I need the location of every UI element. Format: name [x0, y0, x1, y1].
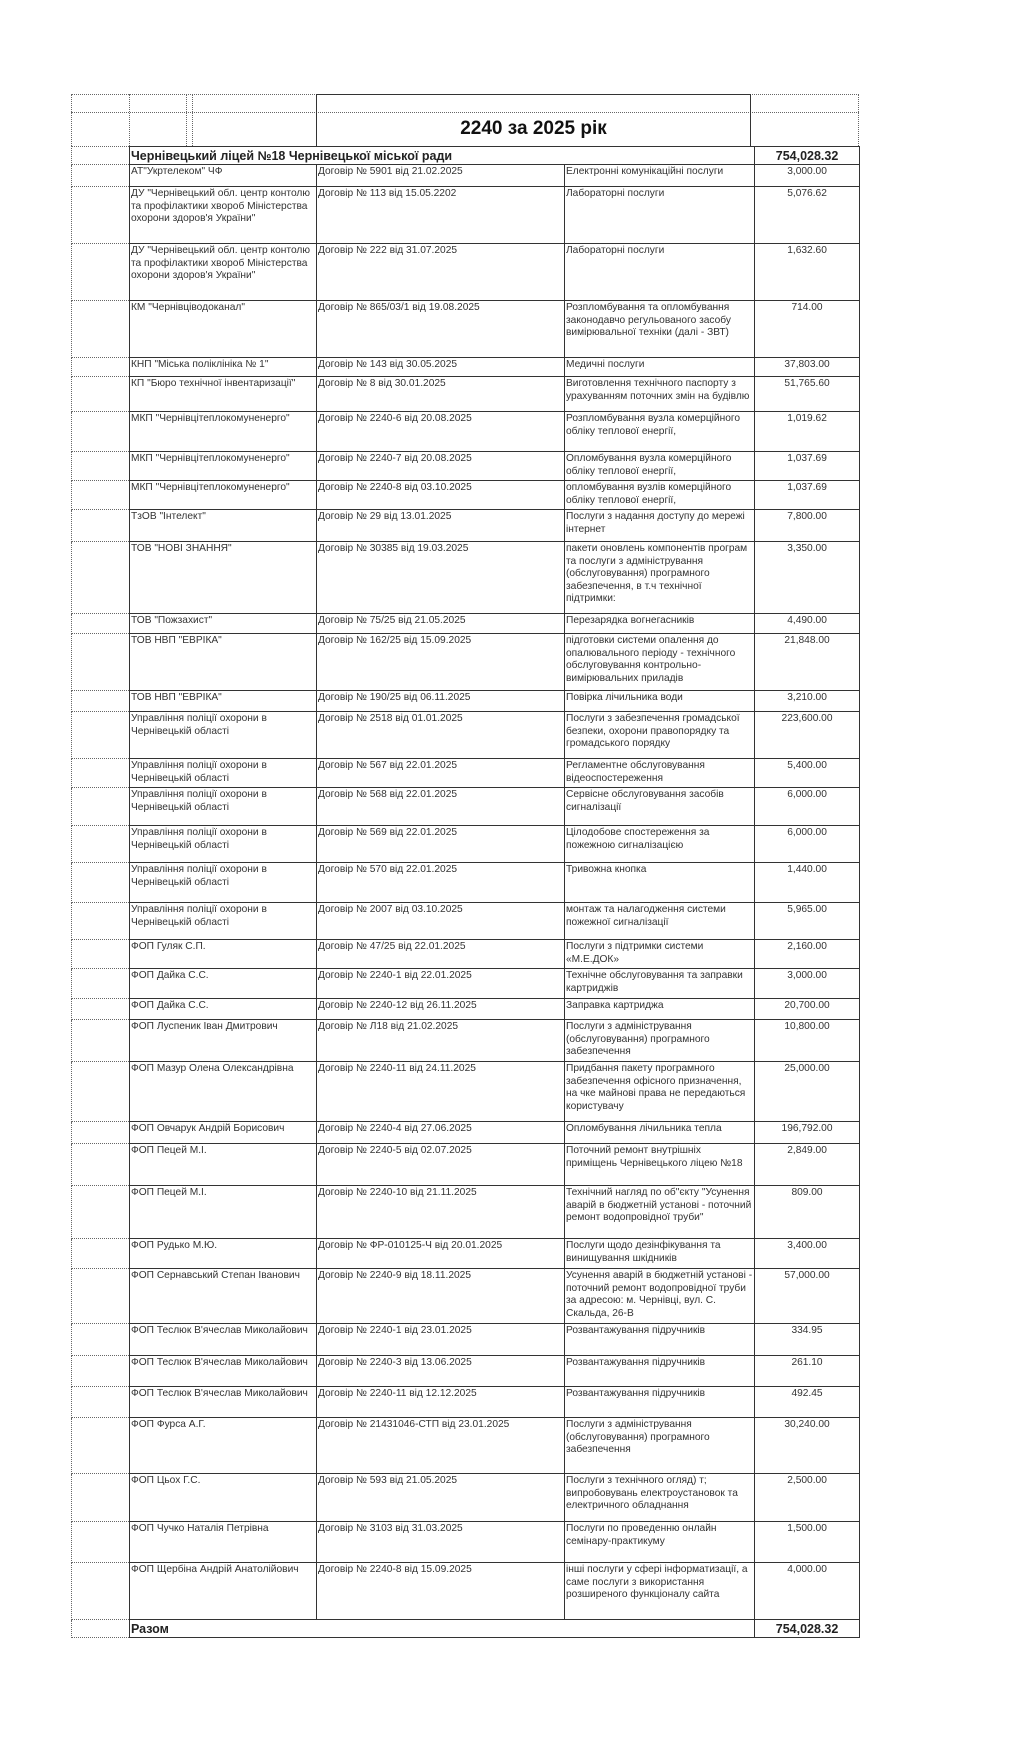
row-spacer-cell	[72, 187, 130, 244]
row-spacer-cell	[72, 412, 130, 452]
contract-cell: Договір № 2240-8 від 15.09.2025	[317, 1563, 565, 1620]
contract-cell: Договір № 2240-8 від 03.10.2025	[317, 481, 565, 510]
service-cell: Послуги з адміністрування (обслуговування) програмного забезпечення	[565, 1418, 755, 1474]
table-row	[72, 712, 860, 759]
row-spacer-cell	[72, 542, 130, 614]
service-cell: Розпломбування вузла комерційного обліку теплової енергії,	[565, 412, 755, 452]
table-row	[72, 412, 860, 452]
row-spacer-cell	[72, 1563, 130, 1620]
table-row	[72, 1474, 860, 1522]
service-cell: Лабораторні послуги	[565, 244, 755, 301]
table-row	[72, 903, 860, 940]
contractor-cell: ФОП Цьох Г.С.	[130, 1474, 317, 1522]
organization-row	[72, 147, 860, 165]
table-row	[72, 759, 860, 788]
service-cell: Перезарядка вогнегасників	[565, 614, 755, 634]
contract-cell: Договір № 2240-1 від 23.01.2025	[317, 1324, 565, 1356]
amount-cell: 3,400.00	[755, 1239, 860, 1269]
service-cell: Заправка картриджа	[565, 999, 755, 1020]
total-amount: 754,028.32	[755, 1620, 860, 1638]
table-row	[72, 1020, 860, 1062]
contractor-cell: ТОВ "Пожзахист"	[130, 614, 317, 634]
organization-amount: 754,028.32	[755, 147, 860, 165]
row-spacer-cell	[72, 634, 130, 691]
amount-cell: 261.10	[755, 1356, 860, 1387]
service-cell: Послуги з надання доступу до мережі інтернет	[565, 510, 755, 542]
amount-cell: 21,848.00	[755, 634, 860, 691]
contractor-cell: Управління поліції охорони в Чернівецькій області	[130, 903, 317, 940]
row-spacer-cell	[72, 301, 130, 358]
contractor-cell: ФОП Гуляк С.П.	[130, 940, 317, 969]
total-label: Разом	[130, 1620, 755, 1638]
amount-cell: 1,632.60	[755, 244, 860, 301]
amount-cell: 37,803.00	[755, 358, 860, 377]
amount-cell: 10,800.00	[755, 1020, 860, 1062]
table-row	[72, 1186, 860, 1239]
table-row	[72, 1324, 860, 1356]
contractor-cell: КМ "Чернівціводоканал"	[130, 301, 317, 358]
table-row	[72, 1269, 860, 1324]
contractor-cell: Управління поліції охорони в Чернівецькій області	[130, 759, 317, 788]
contract-cell: Договір № 29 від 13.01.2025	[317, 510, 565, 542]
organization-name: Чернівецький ліцей №18 Чернівецької міської ради	[130, 147, 755, 165]
contract-cell: Договір № 30385 від 19.03.2025	[317, 542, 565, 614]
service-cell: Сервісне обслуговування засобів сигналізації	[565, 788, 755, 826]
service-cell: Електронні комунікаційні послуги	[565, 165, 755, 187]
service-cell: Повірка лічильника води	[565, 691, 755, 712]
contractor-cell: Управління поліції охорони в Чернівецькій області	[130, 788, 317, 826]
row-spacer-cell	[72, 1186, 130, 1239]
service-cell: Поточний ремонт внутрішніх приміщень Чернівецького ліцею №18	[565, 1144, 755, 1186]
row-spacer-cell	[72, 481, 130, 510]
service-cell: Медичні послуги	[565, 358, 755, 377]
row-spacer-cell	[72, 691, 130, 712]
contract-cell: Договір № 569 від 22.01.2025	[317, 826, 565, 863]
table-row	[72, 634, 860, 691]
row-spacer-cell	[72, 377, 130, 412]
table-row	[72, 165, 860, 187]
contractor-cell: ДУ "Чернівецький обл. центр контолю та профілактики хвороб Міністерства охорони здоров'я України"	[130, 244, 317, 301]
contractor-cell: ФОП Теслюк В'ячеслав Миколайович	[130, 1324, 317, 1356]
amount-cell: 3,350.00	[755, 542, 860, 614]
total-row	[72, 1620, 860, 1638]
contract-cell: Договір № 567 від 22.01.2025	[317, 759, 565, 788]
service-cell: Послуги з технічного огляд) т; випробовувань електроустановок та електричного обладнання	[565, 1474, 755, 1522]
table-row	[72, 1122, 860, 1144]
amount-cell: 6,000.00	[755, 826, 860, 863]
row-spacer-cell	[72, 510, 130, 542]
contract-cell: Договір № 21431046-СТП від 23.01.2025	[317, 1418, 565, 1474]
table-row	[72, 510, 860, 542]
contract-cell: Договір № 113 від 15.05.2202	[317, 187, 565, 244]
service-cell: Технічний нагляд по об"єкту "Усунення аварій в бюджетній установі - поточний ремонт водопровідної труби"	[565, 1186, 755, 1239]
service-cell: Послуги по проведенню онлайн семінару-практикуму	[565, 1522, 755, 1563]
service-cell: Технічне обслуговування та заправки картриджів	[565, 969, 755, 999]
contract-cell: Договір № 568 від 22.01.2025	[317, 788, 565, 826]
row-spacer-cell	[72, 1418, 130, 1474]
contract-cell: Договір № 5901 від 21.02.2025	[317, 165, 565, 187]
row-spacer-cell	[72, 1062, 130, 1122]
contract-cell: Договір № 2240-6 від 20.08.2025	[317, 412, 565, 452]
row-spacer-cell	[72, 712, 130, 759]
amount-cell: 5,400.00	[755, 759, 860, 788]
contract-cell: Договір № 2240-1 від 22.01.2025	[317, 969, 565, 999]
service-cell: Опломбування вузла комерційного обліку теплової енергії,	[565, 452, 755, 481]
row-spacer-cell	[72, 969, 130, 999]
table-row	[72, 301, 860, 358]
table-row	[72, 614, 860, 634]
row-spacer-cell	[72, 614, 130, 634]
table-row	[72, 187, 860, 244]
service-cell: Цілодобове спостереження за пожежною сигналізацією	[565, 826, 755, 863]
service-cell: Опломбування лічильника тепла	[565, 1122, 755, 1144]
table-row	[72, 1522, 860, 1563]
table-row	[72, 244, 860, 301]
contractor-cell: ТОВ НВП "ЕВРІКА"	[130, 691, 317, 712]
amount-cell: 3,210.00	[755, 691, 860, 712]
amount-cell: 51,765.60	[755, 377, 860, 412]
contract-cell: Договір № 2240-7 від 20.08.2025	[317, 452, 565, 481]
amount-cell: 2,849.00	[755, 1144, 860, 1186]
row-spacer-cell	[72, 1324, 130, 1356]
row-spacer-cell	[72, 1474, 130, 1522]
contract-cell: Договір № 593 від 21.05.2025	[317, 1474, 565, 1522]
contractor-cell: ДУ "Чернівецький обл. центр контолю та профілактики хвороб Міністерства охорони здоров'я України"	[130, 187, 317, 244]
contractor-cell: ФОП Пецей М.І.	[130, 1186, 317, 1239]
row-spacer-cell	[72, 1239, 130, 1269]
contract-cell: Договір № 2240-3 від 13.06.2025	[317, 1356, 565, 1387]
contractor-cell: ТзОВ "Інтелект"	[130, 510, 317, 542]
contractor-cell: ФОП Пецей М.І.	[130, 1144, 317, 1186]
table-row	[72, 999, 860, 1020]
contractor-cell: МКП "Чернівцітеплокомуненерго"	[130, 452, 317, 481]
contract-cell: Договір № 2240-11 від 12.12.2025	[317, 1387, 565, 1418]
contractor-cell: МКП "Чернівцітеплокомуненерго"	[130, 412, 317, 452]
contractor-cell: ФОП Теслюк В'ячеслав Миколайович	[130, 1356, 317, 1387]
row-spacer-cell	[72, 863, 130, 903]
contract-cell: Договір № 2240-4 від 27.06.2025	[317, 1122, 565, 1144]
amount-cell: 809.00	[755, 1186, 860, 1239]
service-cell: пакети оновлень компонентів програм та послуги з адміністрування (обслуговування) програмного забезпечення, в т.ч технічної підтримки:	[565, 542, 755, 614]
service-cell: Регламентне обслуговування відеоспостереження	[565, 759, 755, 788]
row-spacer-cell	[72, 1144, 130, 1186]
service-cell: інші послуги у сфері інформатизації, а саме послуги з використання розширеного функціоналу сайта	[565, 1563, 755, 1620]
contractor-cell: ФОП Мазур Олена Олександрівна	[130, 1062, 317, 1122]
table-row	[72, 481, 860, 510]
contractor-cell: Управління поліції охорони в Чернівецькій області	[130, 712, 317, 759]
table-row	[72, 1062, 860, 1122]
contract-cell: Договір № Л18 від 21.02.2025	[317, 1020, 565, 1062]
table-row	[72, 452, 860, 481]
table-row	[72, 1387, 860, 1418]
table-row	[72, 940, 860, 969]
service-cell: Розвантажування підручників	[565, 1324, 755, 1356]
contract-cell: Договір № ФР-010125-Ч від 20.01.2025	[317, 1239, 565, 1269]
row-spacer-cell	[72, 826, 130, 863]
table-row	[72, 1239, 860, 1269]
contractor-cell: ТОВ НВП "ЕВРІКА"	[130, 634, 317, 691]
row-spacer-cell	[72, 999, 130, 1020]
contract-cell: Договір № 2240-5 від 02.07.2025	[317, 1144, 565, 1186]
contractor-cell: ФОП Дайка С.С.	[130, 969, 317, 999]
contract-cell: Договір № 2518 від 01.01.2025	[317, 712, 565, 759]
table-row	[72, 788, 860, 826]
amount-cell: 3,000.00	[755, 165, 860, 187]
contract-cell: Договір № 143 від 30.05.2025	[317, 358, 565, 377]
service-cell: Послуги з адміністрування (обслуговування) програмного забезпечення	[565, 1020, 755, 1062]
service-cell: монтаж та налагодження системи пожежної сигналізації	[565, 903, 755, 940]
row-spacer-cell	[72, 1522, 130, 1563]
amount-cell: 2,500.00	[755, 1474, 860, 1522]
service-cell: Розвантажування підручників	[565, 1356, 755, 1387]
row-spacer-cell	[72, 1122, 130, 1144]
amount-cell: 1,037.69	[755, 452, 860, 481]
row-spacer-cell	[72, 358, 130, 377]
contractor-cell: ТОВ "НОВІ ЗНАННЯ"	[130, 542, 317, 614]
contract-cell: Договір № 2240-10 від 21.11.2025	[317, 1186, 565, 1239]
row-spacer-cell	[72, 1356, 130, 1387]
contract-cell: Договір № 222 від 31.07.2025	[317, 244, 565, 301]
contractor-cell: ФОП Луспеник Іван Дмитрович	[130, 1020, 317, 1062]
contractor-cell: Управління поліції охорони в Чернівецькій області	[130, 863, 317, 903]
table-row	[72, 826, 860, 863]
amount-cell: 334.95	[755, 1324, 860, 1356]
amount-cell: 492.45	[755, 1387, 860, 1418]
service-cell: Придбання пакету програмного забезпечення офісного призначення, на чке майнові права не передаються користувачу	[565, 1062, 755, 1122]
service-cell: Усунення аварій в бюджетній установі - поточний ремонт водопровідної труби за адресою: м. Чернівці, вул. С. Скальда, 26-В	[565, 1269, 755, 1324]
page-title: 2240 за 2025 рік	[460, 118, 607, 139]
amount-cell: 4,000.00	[755, 1563, 860, 1620]
service-cell: Послуги щодо дезінфікування та винищування шкідників	[565, 1239, 755, 1269]
row-spacer-cell	[72, 903, 130, 940]
amount-cell: 30,240.00	[755, 1418, 860, 1474]
amount-cell: 4,490.00	[755, 614, 860, 634]
expenses-table	[71, 146, 860, 1638]
row-spacer-cell	[72, 452, 130, 481]
amount-cell: 1,019.62	[755, 412, 860, 452]
table-row	[72, 691, 860, 712]
amount-cell: 3,000.00	[755, 969, 860, 999]
contractor-cell: ФОП Дайка С.С.	[130, 999, 317, 1020]
service-cell: Послуги з підтримки системи «М.Е.ДОК»	[565, 940, 755, 969]
amount-cell: 223,600.00	[755, 712, 860, 759]
amount-cell: 7,800.00	[755, 510, 860, 542]
contract-cell: Договір № 190/25 від 06.11.2025	[317, 691, 565, 712]
table-row	[72, 1356, 860, 1387]
amount-cell: 6,000.00	[755, 788, 860, 826]
service-cell: Лабораторні послуги	[565, 187, 755, 244]
row-spacer-cell	[72, 940, 130, 969]
contractor-cell: ФОП Овчарук Андрій Борисович	[130, 1122, 317, 1144]
table-row	[72, 542, 860, 614]
service-cell: опломбування вузлів комерційного обліку теплової енергії,	[565, 481, 755, 510]
contract-cell: Договір № 162/25 від 15.09.2025	[317, 634, 565, 691]
amount-cell: 1,440.00	[755, 863, 860, 903]
contract-cell: Договір № 2240-12 від 26.11.2025	[317, 999, 565, 1020]
row-spacer-cell	[72, 1387, 130, 1418]
amount-cell: 25,000.00	[755, 1062, 860, 1122]
row-spacer-cell	[72, 759, 130, 788]
row-spacer-cell	[72, 244, 130, 301]
contractor-cell: ФОП Фурса А.Г.	[130, 1418, 317, 1474]
amount-cell: 1,500.00	[755, 1522, 860, 1563]
contractor-cell: ФОП Щербіна Андрій Анатолійович	[130, 1563, 317, 1620]
contractor-cell: КНП "Міська поліклініка № 1"	[130, 358, 317, 377]
contract-cell: Договір № 2240-9 від 18.11.2025	[317, 1269, 565, 1324]
contractor-cell: ФОП Сернавський Степан Іванович	[130, 1269, 317, 1324]
contractor-cell: АТ"Укртелеком" ЧФ	[130, 165, 317, 187]
amount-cell: 20,700.00	[755, 999, 860, 1020]
contract-cell: Договір № 75/25 від 21.05.2025	[317, 614, 565, 634]
amount-cell: 1,037.69	[755, 481, 860, 510]
service-cell: підготовки системи опалення до опалювального періоду - технічного обслуговування контрольно-вимірювальних приладів	[565, 634, 755, 691]
table-row	[72, 1144, 860, 1186]
contract-cell: Договір № 570 від 22.01.2025	[317, 863, 565, 903]
amount-cell: 714.00	[755, 301, 860, 358]
amount-cell: 2,160.00	[755, 940, 860, 969]
contract-cell: Договір № 47/25 від 22.01.2025	[317, 940, 565, 969]
amount-cell: 5,076.62	[755, 187, 860, 244]
contract-cell: Договір № 8 від 30.01.2025	[317, 377, 565, 412]
row-spacer-cell	[72, 1269, 130, 1324]
contract-cell: Договір № 2240-11 від 24.11.2025	[317, 1062, 565, 1122]
contract-cell: Договір № 3103 від 31.03.2025	[317, 1522, 565, 1563]
amount-cell: 5,965.00	[755, 903, 860, 940]
contractor-cell: МКП "Чернівцітеплокомуненерго"	[130, 481, 317, 510]
amount-cell: 196,792.00	[755, 1122, 860, 1144]
contract-cell: Договір № 2007 від 03.10.2025	[317, 903, 565, 940]
contractor-cell: ФОП Чучко Наталія Петрівна	[130, 1522, 317, 1563]
service-cell: Розпломбування та опломбування законодавчо регульованого засобу вимірювальної техніки (далі - ЗВТ)	[565, 301, 755, 358]
row-spacer-cell	[72, 1020, 130, 1062]
table-row	[72, 377, 860, 412]
contractor-cell: КП "Бюро технічної інвентаризації"	[130, 377, 317, 412]
table-row	[72, 969, 860, 999]
table-row	[72, 1563, 860, 1620]
contractor-cell: ФОП Теслюк В'ячеслав Миколайович	[130, 1387, 317, 1418]
contract-cell: Договір № 865/03/1 від 19.08.2025	[317, 301, 565, 358]
table-row	[72, 1418, 860, 1474]
amount-cell: 57,000.00	[755, 1269, 860, 1324]
service-cell: Розвантажування підручників	[565, 1387, 755, 1418]
row-spacer-cell	[72, 165, 130, 187]
table-row	[72, 358, 860, 377]
service-cell: Послуги з забезпечення громадської безпеки, охорони правопорядку та громадського порядку	[565, 712, 755, 759]
service-cell: Тривожна кнопка	[565, 863, 755, 903]
row-spacer-cell	[72, 788, 130, 826]
contractor-cell: ФОП Рудько М.Ю.	[130, 1239, 317, 1269]
service-cell: Виготовлення технічного паспорту з урахуванням поточних змін на будівлю	[565, 377, 755, 412]
table-row	[72, 863, 860, 903]
contractor-cell: Управління поліції охорони в Чернівецькій області	[130, 826, 317, 863]
